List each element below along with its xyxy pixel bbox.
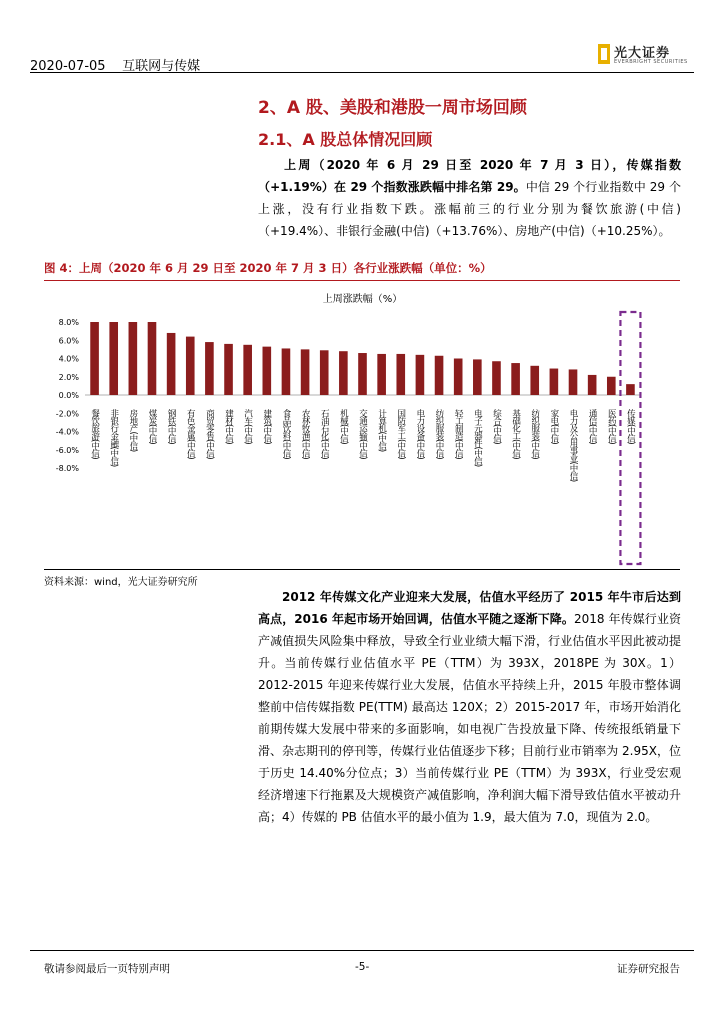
bar: [492, 361, 501, 395]
category-label: 餐饮旅游(中信): [89, 409, 100, 459]
y-tick-label: -4.0%: [55, 427, 79, 437]
category-label: 房地产(中信): [127, 409, 138, 452]
category-label: 钢铁(中信): [166, 409, 177, 444]
y-tick-label: 0.0%: [58, 391, 79, 400]
bar: [186, 337, 195, 395]
bar: [167, 333, 176, 395]
y-tick-label: 4.0%: [58, 354, 79, 364]
category-label: 电力设备(中信): [414, 409, 425, 459]
bar: [205, 342, 214, 395]
y-tick-label: 2.0%: [58, 372, 79, 382]
figure-title: 图 4：上周（2020 年 6 月 29 日至 2020 年 7 月 3 日）各行业涨跌幅（单位：%）: [44, 261, 492, 275]
summary-paragraph: [258, 154, 681, 242]
bar: [550, 369, 559, 395]
footer-report-type: 证券研究报告: [617, 963, 680, 975]
company-logo: [598, 40, 690, 70]
footer-divider: [30, 950, 694, 951]
category-label: 基础化工(中信): [510, 409, 521, 459]
category-label: 家电(中信): [548, 409, 559, 444]
bar: [626, 384, 635, 395]
bar: [435, 356, 444, 395]
bar: [129, 322, 138, 395]
category-label: 计算机(中信): [376, 409, 387, 452]
category-label: 建筑(中信): [261, 409, 272, 444]
bar: [224, 344, 233, 395]
category-label: 非银行金融(中信): [108, 409, 119, 467]
category-label: 纺织服装(中信): [529, 409, 540, 459]
y-tick-label: 6.0%: [58, 336, 79, 346]
y-tick-label: 8.0%: [58, 318, 79, 327]
header-topic: 互联网与传媒: [122, 59, 201, 74]
logo-mark-icon: [598, 44, 610, 64]
bar: [473, 359, 482, 395]
bar: [320, 350, 329, 395]
bar: [90, 322, 99, 395]
chart-title: 上周涨跌幅（%）: [322, 294, 403, 305]
bar: [148, 322, 157, 395]
figure-bottom-rule: [44, 569, 680, 570]
bar: [511, 363, 520, 395]
bar: [416, 355, 425, 395]
bar: [607, 377, 616, 395]
bar: [282, 348, 291, 395]
bar: [263, 347, 272, 395]
subsection-heading: 2.1、A 股总体情况回顾: [258, 130, 433, 149]
bar: [243, 345, 252, 395]
category-label: 轻工制造(中信): [453, 409, 464, 459]
section-heading: 2、A 股、美股和港股一周市场回顾: [258, 98, 527, 118]
category-label: 电子元器件(中信): [472, 409, 483, 467]
category-label: 交通运输(中信): [357, 409, 368, 459]
bar: [588, 375, 597, 395]
page-number: -5-: [355, 961, 370, 973]
category-label: 医药(中信): [606, 409, 617, 444]
y-tick-label: -6.0%: [55, 445, 79, 455]
bar: [396, 354, 405, 395]
category-label: 机械(中信): [338, 409, 349, 444]
category-label: 有色金属(中信): [185, 409, 196, 459]
category-label: 建材(中信): [223, 409, 234, 444]
logo-text: 光大证券: [614, 46, 671, 61]
category-label: 国防军工(中信): [395, 409, 406, 459]
valuation-paragraph: [258, 586, 681, 828]
bar: [301, 349, 310, 395]
bar: [358, 353, 367, 395]
category-label: 汽车(中信): [242, 409, 253, 444]
category-label: 商贸零售(中信): [204, 409, 215, 459]
summary-rest: 中信 29 个行业指数中 29 个上涨，没有行业指数下跌。涨幅前三的行业分别为餐饮旅游(中信)（+19.4%）、非银行金融(中信)（+13.76%）、房地产(中信)（+10.25%）。: [258, 180, 681, 238]
valuation-rest: 2018 年传媒行业资产减值损失风险集中释放，导致全行业业绩大幅下滑，行业估值水平因此被动提升。当前传媒行业估值水平 PE（TTM）为 393X，2018PE 为 30X。1）2012-2015 年迎来传媒行业大发展，估值水平持续上升，2015 年股市整体调整前中信传媒指数 PE(TTM) 最高达 120X；2）2015-2017 年，市场开始消化前期传媒大发展中带来的多面影响，如电视广告投放量下降、传统报纸销量下滑、杂志期刊的停刊等，传媒行业估值逐步下移；目前行业市销率为 2.95X，位于历史 14.40%分位点；3）当前传媒行业 PE（TTM）为 393X，行业受宏观经济增速下行拖累及大规模资产减值影响，净利润大幅下滑导致估值水平被动升高；4）传媒的 PB 估值水平的最小值为 1.9，最大值为 7.0，现值为 2.0。: [258, 612, 681, 824]
bar: [377, 354, 386, 395]
category-label: 纺织服装(中信): [434, 409, 445, 459]
bar: [530, 366, 539, 395]
figure-source: 资料来源：wind，光大证券研究所: [44, 577, 198, 588]
industry-returns-chart: [0, 282, 724, 572]
bar: [569, 369, 578, 395]
header-divider: [30, 72, 694, 73]
bar: [109, 322, 118, 395]
y-tick-label: -2.0%: [55, 409, 79, 419]
summary-bold: 上周（2020 年 6 月 29 日至 2020 年 7 月 3 日），传媒指数（+1.19%）在 29 个指数涨跌幅中排名第 29。: [258, 158, 681, 194]
bar: [454, 359, 463, 396]
category-label: 石油石化(中信): [319, 409, 330, 459]
category-label: 综合(中信): [491, 409, 502, 444]
footer-disclaimer: 敬请参阅最后一页特别声明: [44, 963, 170, 975]
category-label: 电力及公用事业(中信): [568, 409, 579, 482]
header-date: 2020-07-05: [30, 59, 106, 74]
category-label: 农林牧渔(中信): [300, 409, 311, 459]
category-label: 通信(中信): [587, 409, 598, 444]
category-label: 传媒(中信): [625, 409, 636, 444]
category-label: 食品饮料(中信): [280, 409, 291, 459]
valuation-bold: 2012 年传媒文化产业迎来大发展，估值水平经历了 2015 年牛市后达到高点，2016 年起市场开始回调，估值水平随之逐渐下降。: [258, 590, 681, 626]
figure-top-rule: [44, 280, 680, 281]
logo-subtext: EVERBRIGHT SECURITIES: [614, 59, 688, 65]
category-label: 煤炭(中信): [146, 409, 157, 444]
bar: [339, 351, 348, 395]
y-tick-label: -8.0%: [55, 464, 79, 473]
